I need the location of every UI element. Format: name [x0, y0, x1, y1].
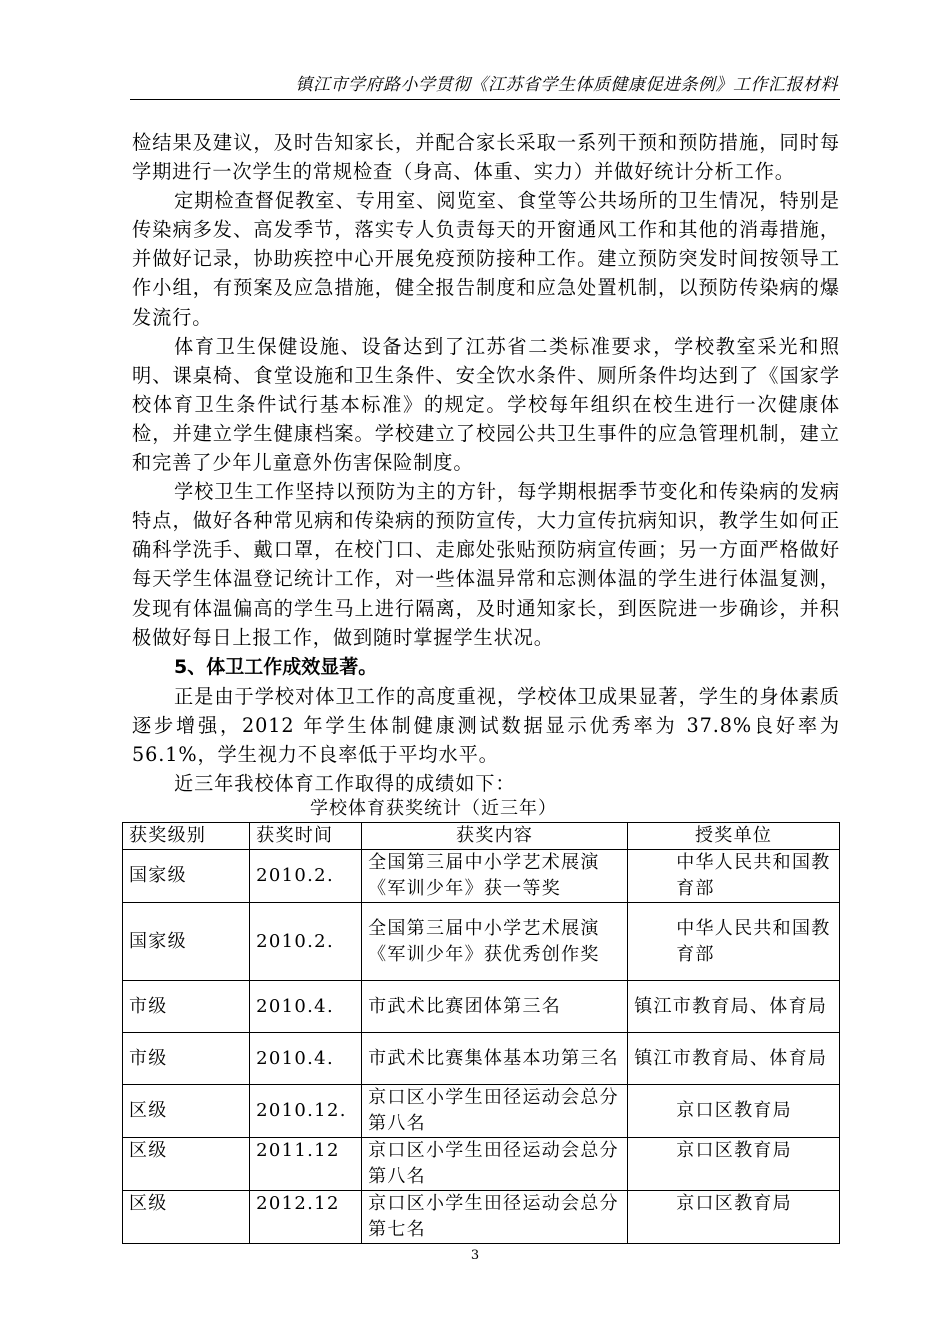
paragraph-3: 体育卫生保健设施、设备达到了江苏省二类标准要求，学校教室采光和照明、课桌椅、食堂设施和卫生条件、安全饮水条件、厕所条件均达到了《国家学校体育卫生条件试行基本标准》的规定。学校每年组织在校生进行一次健康体检，并建立学生健康档案。学校建立了校园公共卫生事件的应急管理机制，建立和完善了少年儿童意外伤害保险制度。: [132, 334, 840, 475]
section-5-intro: 近三年我校体育工作取得的成绩如下：: [174, 771, 516, 795]
cell-level: 市级: [123, 1033, 250, 1085]
cell-time: 2010.4.: [250, 1033, 362, 1085]
table-row: [123, 850, 840, 903]
cell-content: 市武术比赛集体基本功第三名: [362, 1033, 628, 1085]
cell-content: 京口区小学生田径运动会总分第八名: [362, 1085, 628, 1138]
cell-time: 2010.2.: [250, 850, 362, 903]
table-row: [123, 981, 840, 1033]
cell-org: 京口区教育局: [628, 1085, 840, 1138]
cell-content: 市武术比赛团体第三名: [362, 981, 628, 1033]
page-number: 3: [470, 1248, 480, 1263]
table-row: [123, 1191, 840, 1244]
cell-time: 2010.2.: [250, 903, 362, 981]
cell-level: 国家级: [123, 850, 250, 903]
cell-content: 京口区小学生田径运动会总分第八名: [362, 1138, 628, 1191]
cell-level: 区级: [123, 1138, 250, 1191]
cell-org: 镇江市教育局、体育局: [628, 1033, 840, 1085]
column-header-level: 获奖级别: [123, 823, 250, 850]
cell-org: 京口区教育局: [628, 1191, 840, 1244]
cell-content: 京口区小学生田径运动会总分第七名: [362, 1191, 628, 1244]
cell-time: 2010.4.: [250, 981, 362, 1033]
table-caption: 学校体育获奖统计（近三年）: [310, 798, 557, 820]
cell-time: 2010.12.: [250, 1085, 362, 1138]
cell-org: 镇江市教育局、体育局: [628, 981, 840, 1033]
table-row: [123, 1138, 840, 1191]
paragraph-2: 定期检查督促教室、专用室、阅览室、食堂等公共场所的卫生情况，特别是传染病多发、高发季节，落实专人负责每天的开窗通风工作和其他的消毒措施，并做好记录，协助疾控中心开展免疫预防接种工作。建立预防突发时间按领导工作小组，有预案及应急措施，健全报告制度和应急处置机制，以预防传染病的爆发流行。: [132, 189, 840, 329]
cell-level: 市级: [123, 981, 250, 1033]
section-5-heading: 5、体卫工作成效显著。: [174, 655, 378, 678]
cell-level: 国家级: [123, 903, 250, 981]
cell-time: 2012.12: [250, 1191, 362, 1244]
cell-content: 全国第三届中小学艺术展演《军训少年》获优秀创作奖: [362, 903, 628, 981]
cell-content: 全国第三届中小学艺术展演《军训少年》获一等奖: [362, 850, 628, 903]
section-5-paragraph: 正是由于学校对体卫工作的高度重视，学校体卫成果显著，学生的身体素质逐步增强，2012 年学生体制健康测试数据显示优秀率为 37.8%良好率为 56.1%，学生视力不良率低于平均水平。: [132, 684, 840, 766]
paragraph-1: 检结果及建议，及时告知家长，并配合家长采取一系列干预和预防措施，同时每学期进行一次学生的常规检查（身高、体重、实力）并做好统计分析工作。: [132, 131, 840, 184]
cell-org: 中华人民共和国教育部: [628, 850, 840, 903]
document-body: [129, 128, 840, 1244]
running-header: 镇江市学府路小学贯彻《江苏省学生体质健康促进条例》工作汇报材料: [295, 75, 838, 95]
table-row: [123, 903, 840, 981]
cell-time: 2011.12: [250, 1138, 362, 1191]
cell-org: 中华人民共和国教育部: [628, 903, 840, 981]
column-header-time: 获奖时间: [250, 823, 362, 850]
paragraph-4: 学校卫生工作坚持以预防为主的方针，每学期根据季节变化和传染病的发病特点，做好各种常见病和传染病的预防宣传，大力宣传抗病知识，教学生如何正确科学洗手、戴口罩，在校门口、走廊处张贴预防病宣传画；另一方面严格做好每天学生体温登记统计工作，对一些体温异常和忘测体温的学生进行体温复测，发现有体温偏高的学生马上进行隔离，及时通知家长，到医院进一步确诊，并积极做好每日上报工作，做到随时掌握学生状况。: [132, 480, 840, 649]
table-row: [123, 1033, 840, 1085]
table-row: [123, 1085, 840, 1138]
cell-org: 京口区教育局: [628, 1138, 840, 1191]
header-rule: [130, 99, 840, 100]
column-header-org: 授奖单位: [628, 823, 840, 850]
column-header-content: 获奖内容: [362, 823, 628, 850]
cell-level: 区级: [123, 1085, 250, 1138]
awards-table: [122, 822, 840, 1244]
cell-level: 区级: [123, 1191, 250, 1244]
table-header-row: [123, 823, 840, 850]
